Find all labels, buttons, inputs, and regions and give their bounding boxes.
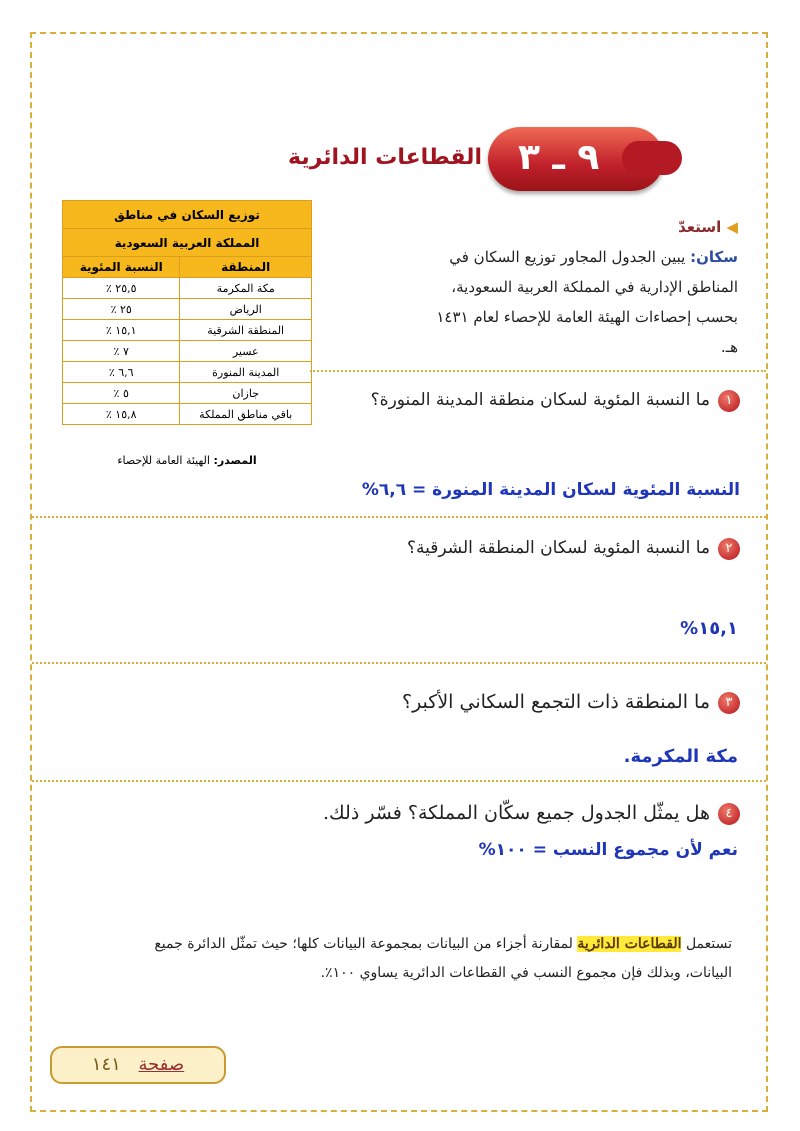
concept-paragraph: [152, 930, 732, 988]
explore-heading: [678, 218, 738, 236]
question-3: [140, 684, 740, 720]
answer-4: نعم لأن مجموع النسب = ١٠٠%: [478, 840, 738, 860]
table-caption-line1: توزيع السكان في مناطق: [63, 201, 312, 229]
lesson-banner: [280, 125, 690, 200]
table-header-region: المنطقة: [180, 257, 312, 278]
page-number: ١٤١: [91, 1054, 121, 1075]
question-text: ما المنطقة ذات التجمع السكاني الأكبر؟: [401, 691, 710, 713]
lesson-title: القطاعات الدائرية: [288, 145, 482, 170]
concept-text-before: تستعمل: [685, 936, 732, 952]
explore-heading-text: استعدّ: [678, 218, 722, 236]
table-source: [62, 454, 312, 467]
table-cell-percent: ٢٥,٥ ٪: [63, 278, 180, 299]
table-cell-percent: ٧ ٪: [63, 341, 180, 362]
question-4: [100, 796, 740, 830]
table-cell-percent: ١٥,١ ٪: [63, 320, 180, 341]
badge-swoosh: [622, 141, 682, 175]
question-2: [320, 530, 740, 566]
divider: [32, 780, 766, 782]
page-number-tag: [50, 1046, 226, 1084]
explore-keyword: سكان:: [690, 248, 738, 266]
question-text: ما النسبة المئوية لسكان المنطقة الشرقية؟: [407, 538, 710, 558]
table-cell-region: الرياض: [180, 299, 312, 320]
table-row: [63, 362, 312, 383]
table-cell-percent: ١٥,٨ ٪: [63, 404, 180, 425]
table-cell-region: باقي مناطق المملكة: [180, 404, 312, 425]
divider: [32, 516, 766, 518]
concept-highlight: القطاعات الدائرية: [577, 936, 682, 952]
question-1: [340, 382, 740, 418]
answer-2: ١٥,١%: [680, 618, 738, 639]
table-cell-region: المنطقة الشرقية: [180, 320, 312, 341]
table-header-percent: النسبة المئوية: [63, 257, 180, 278]
question-number-icon: ٤: [718, 803, 740, 825]
concept-text-after: لمقارنة أجزاء من البيانات بمجموعة البيانات كلها؛ حيث تمثّل الدائرة جميع البيانات، وبذلك فإن مجموع النسب في القطاعات الدائرية يساوي ١٠٠٪.: [154, 936, 732, 981]
population-table: [62, 200, 312, 425]
table-row: [63, 278, 312, 299]
table-cell-region: المدينة المنورة: [180, 362, 312, 383]
answer-1: النسبة المئوية لسكان المدينة المنورة = ٦,٦%: [361, 480, 740, 500]
table-cell-region: عسير: [180, 341, 312, 362]
question-number-icon: ٣: [718, 692, 740, 714]
source-label: المصدر:: [213, 454, 257, 467]
table-cell-percent: ٥ ٪: [63, 383, 180, 404]
table-row: [63, 404, 312, 425]
question-text: ما النسبة المئوية لسكان منطقة المدينة المنورة؟: [370, 390, 710, 410]
source-text: الهيئة العامة للإحصاء: [117, 454, 210, 467]
page-label: صفحة: [138, 1054, 185, 1075]
lesson-number: ٩ ـ ٣: [518, 137, 600, 178]
answer-3: مكة المكرمة.: [623, 746, 738, 767]
table-caption-line2: المملكة العربية السعودية: [63, 229, 312, 257]
table-cell-percent: ٢٥ ٪: [63, 299, 180, 320]
question-text: هل يمثّل الجدول جميع سكّان المملكة؟ فسّر ذلك.: [322, 802, 710, 824]
table-row: [63, 383, 312, 404]
table-cell-region: جازان: [180, 383, 312, 404]
explore-text: [418, 242, 738, 362]
lesson-number-badge: [488, 127, 664, 191]
table-row: [63, 320, 312, 341]
table-row: [63, 299, 312, 320]
divider: [32, 662, 766, 664]
question-number-icon: ١: [718, 390, 740, 412]
table-row: [63, 341, 312, 362]
triangle-arrow-icon: ◀: [726, 218, 738, 236]
divider: [310, 370, 766, 372]
explore-paragraph: يبين الجدول المجاور توزيع السكان في المناطق الإدارية في المملكة العربية السعودية، بحسب إحصاءات الهيئة العامة للإحصاء لعام ١٤٣١ هـ.: [436, 248, 738, 356]
question-number-icon: ٢: [718, 538, 740, 560]
table-cell-percent: ٦,٦ ٪: [63, 362, 180, 383]
table-cell-region: مكة المكرمة: [180, 278, 312, 299]
